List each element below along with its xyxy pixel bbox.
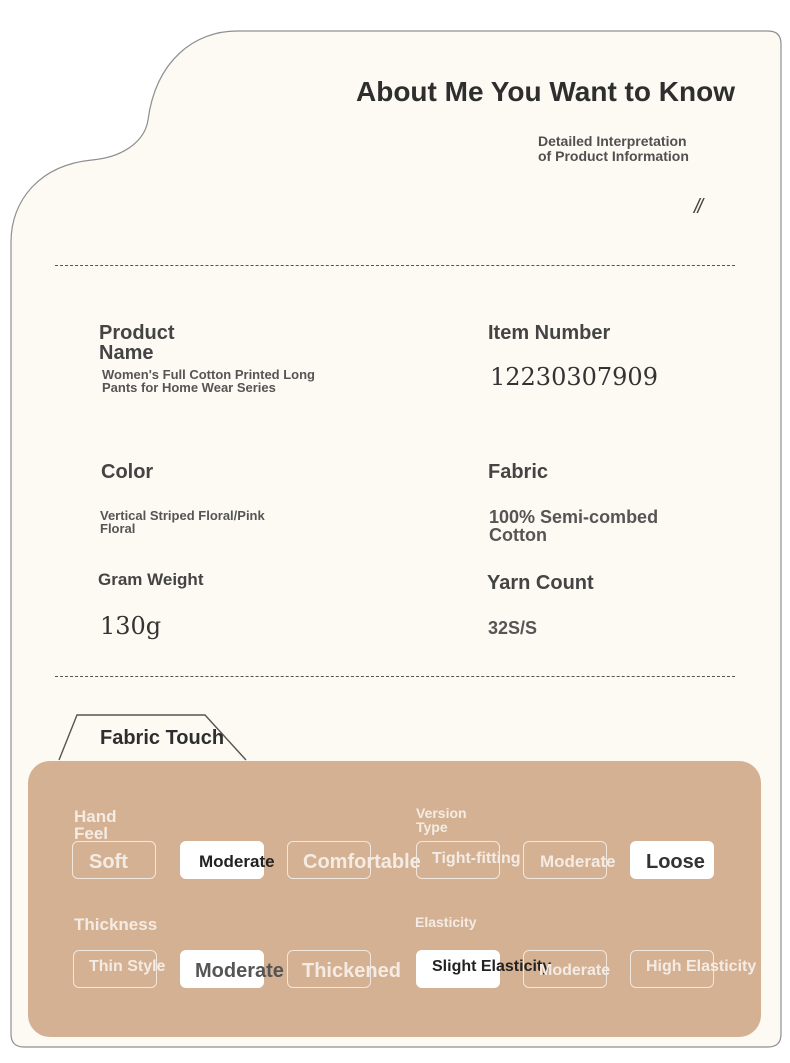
version-tight-fitting-text: Tight-fitting [432,850,521,867]
decor-slashes: // [694,196,702,218]
elasticity-label: Elasticity [415,914,477,930]
elasticity-moderate-text: Moderate [539,962,611,979]
fabric-value: 100% Semi-combed Cotton [489,507,659,545]
fabric-label: Fabric [488,461,549,483]
fabric-touch-panel [28,761,761,1037]
hand-feel-moderate-text: Moderate [199,852,275,871]
thickness-moderate-text: Moderate [195,960,284,982]
divider-bottom [55,676,735,677]
version-moderate-text: Moderate [540,852,616,871]
fabric-touch-tab-label: Fabric Touch [100,727,225,749]
divider-top [55,265,735,266]
yarn-count-label: Yarn Count [487,572,594,594]
yarn-count-value: 32S/S [488,618,538,638]
color-value: Vertical Striped Floral/Pink Floral [100,508,265,536]
product-name-value: Women's Full Cotton Printed Long Pants for Home Wear Series [102,367,315,395]
thickness-thin-text: Thin Style [89,958,166,975]
page-subtitle: Detailed Interpretation of Product Information [538,133,689,164]
gram-weight-value: 130g [100,612,162,640]
gram-weight-label: Gram Weight [98,570,204,589]
elasticity-slight-text: Slight Elasticity [432,958,552,975]
hand-feel-soft-text: Soft [89,851,128,873]
product-name-label: Product Name [99,322,175,364]
version-loose-text: Loose [646,851,705,873]
hand-feel-comfortable-text: Comfortable [303,851,421,873]
thickness-thickened-text: Thickened [302,960,401,982]
thickness-label: Thickness [74,915,158,934]
hand-feel-label: Hand Feel [74,807,117,843]
elasticity-high-text: High Elasticity [646,958,757,975]
color-label: Color [101,461,154,483]
item-number-label: Item Number [488,322,611,344]
version-type-label: Version Type [416,805,467,835]
page-title: About Me You Want to Know [356,76,735,107]
item-number-value: 12230307909 [490,363,658,391]
